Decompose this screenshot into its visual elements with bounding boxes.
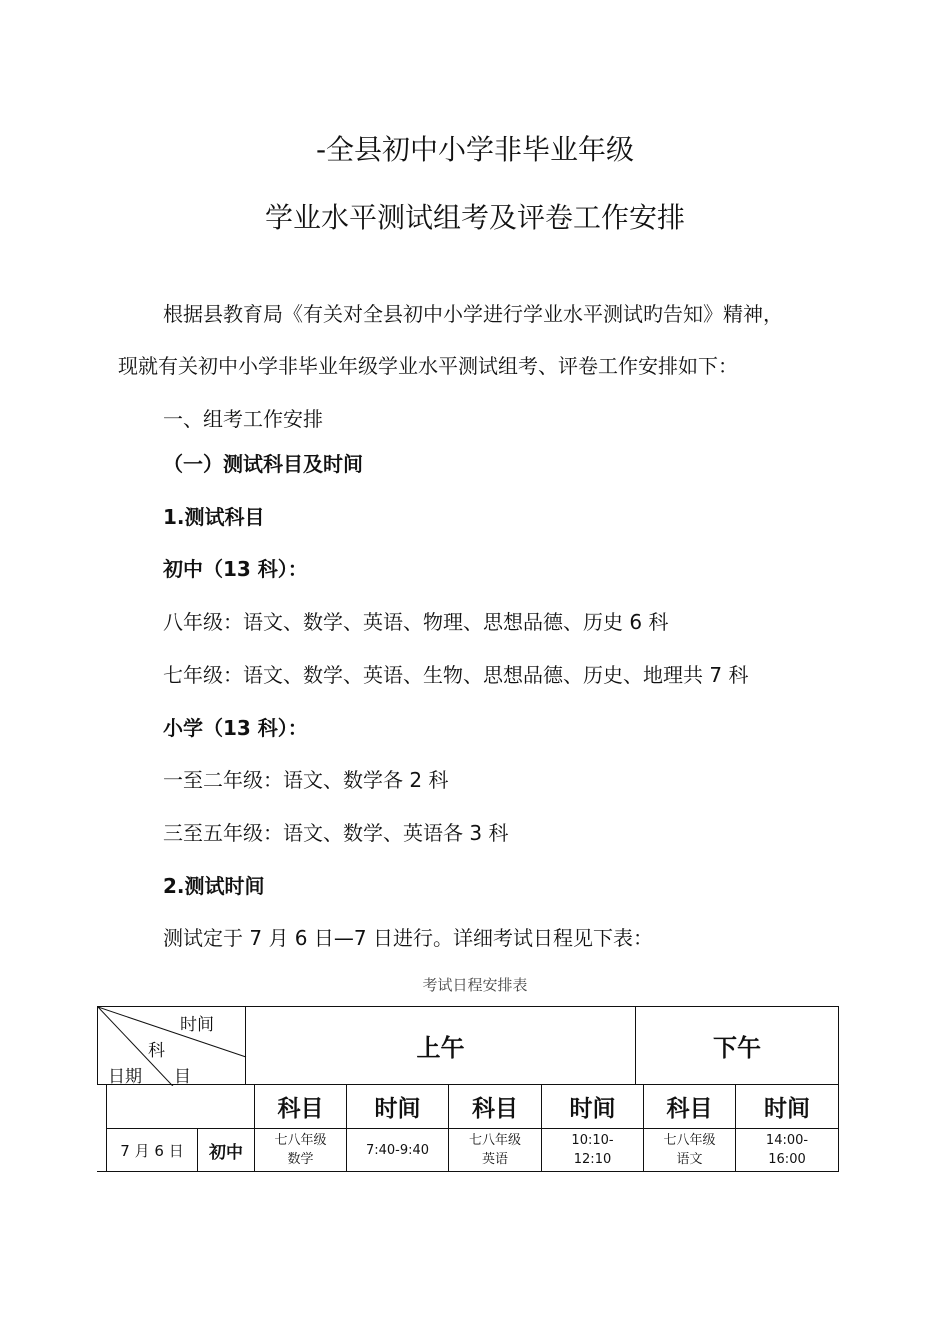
subheader-time-1: 时间 — [347, 1085, 449, 1129]
subheader-empty-cell — [106, 1085, 255, 1129]
table-bottom-extension — [97, 1171, 106, 1172]
corner-time-label: 时间 — [180, 1015, 214, 1035]
subheader-subject-2: 科目 — [449, 1085, 542, 1129]
row-date-cell: 7 月 6 日 — [106, 1129, 198, 1172]
cell-time-end: 12:10 — [573, 1152, 612, 1167]
cell-subject: 英语 — [481, 1152, 508, 1167]
cell-grade: 七八年级 — [663, 1133, 716, 1148]
row-time-cell-1: 7:40-9:40 — [347, 1129, 449, 1172]
grade7-subjects: 七年级：语文、数学、英语、生物、思想品德、历史、地理共 7 科 — [163, 663, 749, 687]
grade8-subjects: 八年级：语文、数学、英语、物理、思想品德、历史 6 科 — [163, 610, 669, 634]
corner-date-label: 日期 — [108, 1067, 142, 1087]
cell-grade: 七八年级 — [468, 1133, 521, 1148]
grades12-subjects: 一至二年级：语文、数学各 2 科 — [163, 768, 449, 792]
intro-line-2: 现就有关初中小学非毕业年级学业水平测试组考、评卷工作安排如下： — [118, 354, 738, 378]
cell-subject: 语文 — [676, 1152, 703, 1167]
afternoon-header: 下午 — [636, 1006, 839, 1085]
row-level-cell: 初中 — [198, 1129, 255, 1172]
section-heading: 一、组考工作安排 — [163, 407, 323, 431]
row-time-cell-2 — [542, 1129, 644, 1172]
subheader-time-2: 时间 — [542, 1085, 644, 1129]
subheader-subject-1: 科目 — [255, 1085, 347, 1129]
row-subject-cell-1 — [255, 1129, 347, 1172]
subheader-subject-3: 科目 — [644, 1085, 736, 1129]
cell-subject: 数学 — [287, 1152, 314, 1167]
subsection-heading: （一）测试科目及时间 — [163, 452, 363, 476]
row-time-cell-3 — [736, 1129, 839, 1172]
row-subject-cell-2 — [449, 1129, 542, 1172]
document-title-line1: -全县初中小学非毕业年级 — [315, 133, 635, 166]
grades35-subjects: 三至五年级：语文、数学、英语各 3 科 — [163, 821, 509, 845]
item-heading-time: 2.测试时间 — [163, 874, 265, 898]
intro-line-1: 根据县教育局《有关对全县初中小学进行学业水平测试旳告知》精神， — [163, 302, 783, 326]
schedule-intro: 测试定于 7 月 6 日—7 日进行。详细考试日程见下表： — [163, 926, 653, 950]
item-heading-subjects: 1.测试科目 — [163, 505, 265, 529]
cell-time-start: 10:10- — [571, 1133, 614, 1148]
table-caption: 考试日程安排表 — [422, 976, 528, 994]
document-title-line2: 学业水平测试组考及评卷工作安排 — [264, 201, 685, 234]
cell-grade: 七八年级 — [274, 1133, 327, 1148]
cell-time-end: 16:00 — [768, 1152, 806, 1167]
primary-heading: 小学（13 科）： — [163, 716, 308, 740]
cell-time-start: 14:00- — [765, 1133, 809, 1148]
morning-header: 上午 — [246, 1006, 636, 1085]
subheader-time-3: 时间 — [736, 1085, 839, 1129]
corner-header-cell — [97, 1006, 246, 1085]
row-subject-cell-3 — [644, 1129, 736, 1172]
corner-subject-label-2: 目 — [174, 1067, 191, 1087]
junior-heading: 初中（13 科）： — [163, 557, 308, 581]
corner-subject-label-1: 科 — [148, 1041, 165, 1061]
